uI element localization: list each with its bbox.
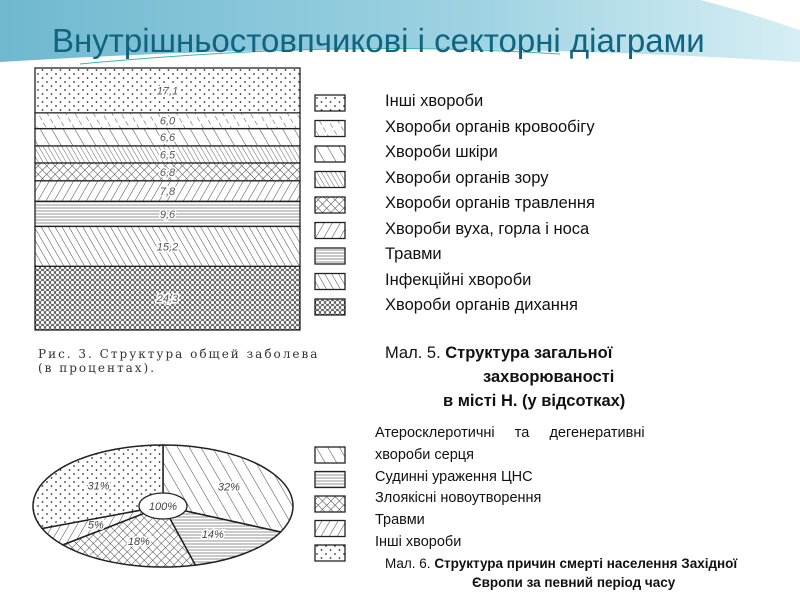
pie-legend-label: Атеросклеротичні та дегенеративні <box>375 425 645 441</box>
pie-legend-swatch <box>315 545 345 561</box>
segment-value-label: 7,8 <box>159 186 176 199</box>
segment-value-label: 6,6 <box>159 132 176 145</box>
segment-value-label: 6,0 <box>159 115 176 128</box>
pie-legend-swatch <box>315 447 345 463</box>
legend-label: Інфекційні хвороби <box>385 270 532 289</box>
pie-legend-label: Травми <box>375 512 425 529</box>
pie-legend-label: Інші хвороби <box>375 534 462 550</box>
legend-swatch <box>315 197 345 213</box>
legend-label: Хвороби вуха, горла і носа <box>385 219 590 238</box>
legend-label: Хвороби органів кровообігу <box>385 117 595 136</box>
fig5-caption-line1: Мал. 5. Структура загальної <box>385 344 613 362</box>
legend-label: Хвороби органів дихання <box>385 296 578 314</box>
pie-legend-label: Злоякісні новоутворення <box>375 490 542 507</box>
pie-center-label: 100% <box>148 501 178 513</box>
segment-value-label: 15,2 <box>156 241 179 254</box>
slice-value-label: 5% <box>87 519 104 532</box>
segment-value-label: 17,1 <box>156 85 179 98</box>
legend-swatch <box>315 274 345 290</box>
legend-swatch <box>315 248 345 264</box>
legend-swatch <box>315 121 345 137</box>
scan-caption-line1: Рис. 3. Структура общей заболева <box>38 347 320 361</box>
segment-value-label: 24,3 <box>156 293 179 306</box>
legend-label: Травми <box>385 245 442 263</box>
segment-value-label: 9,6 <box>159 208 176 221</box>
pie-legend-swatch <box>315 521 345 537</box>
legend-label: Хвороби органів травлення <box>385 194 595 212</box>
slice-value-label: 14% <box>201 529 224 542</box>
pie-legend-label: хвороби серця <box>375 446 474 463</box>
fig5-caption-line3: в місті Н. (у відсотках) <box>443 392 626 410</box>
fig5-caption-line2: захворюваності <box>483 368 615 386</box>
fig6-caption-line2: Європи за певний період часу <box>472 575 676 590</box>
legend-swatch <box>315 223 345 239</box>
legend-swatch <box>315 299 345 315</box>
slide-title: Внутрішньостовпчикові і секторні діаграми <box>52 22 705 59</box>
pie-legend-swatch <box>315 472 345 488</box>
segment-value-label: 6,8 <box>159 166 176 179</box>
slice-value-label: 32% <box>217 481 240 494</box>
legend-swatch <box>315 95 345 111</box>
fig6-caption-line1: Мал. 6. Структура причин смерті населення Західної <box>385 556 738 571</box>
pie-legend-swatch <box>315 496 345 512</box>
pie-legend-label: Судинні ураження ЦНС <box>375 468 533 485</box>
segment-value-label: 6,5 <box>159 149 176 162</box>
slice-value-label: 31% <box>87 480 110 493</box>
slice-value-label: 18% <box>127 535 150 548</box>
legend-label: Хвороби шкіри <box>385 143 498 161</box>
scan-caption-line2: (в процентах). <box>38 361 157 375</box>
legend-label: Інші хвороби <box>385 92 484 110</box>
legend-swatch <box>315 146 345 162</box>
legend-swatch <box>315 172 345 188</box>
legend-label: Хвороби органів зору <box>385 168 549 187</box>
